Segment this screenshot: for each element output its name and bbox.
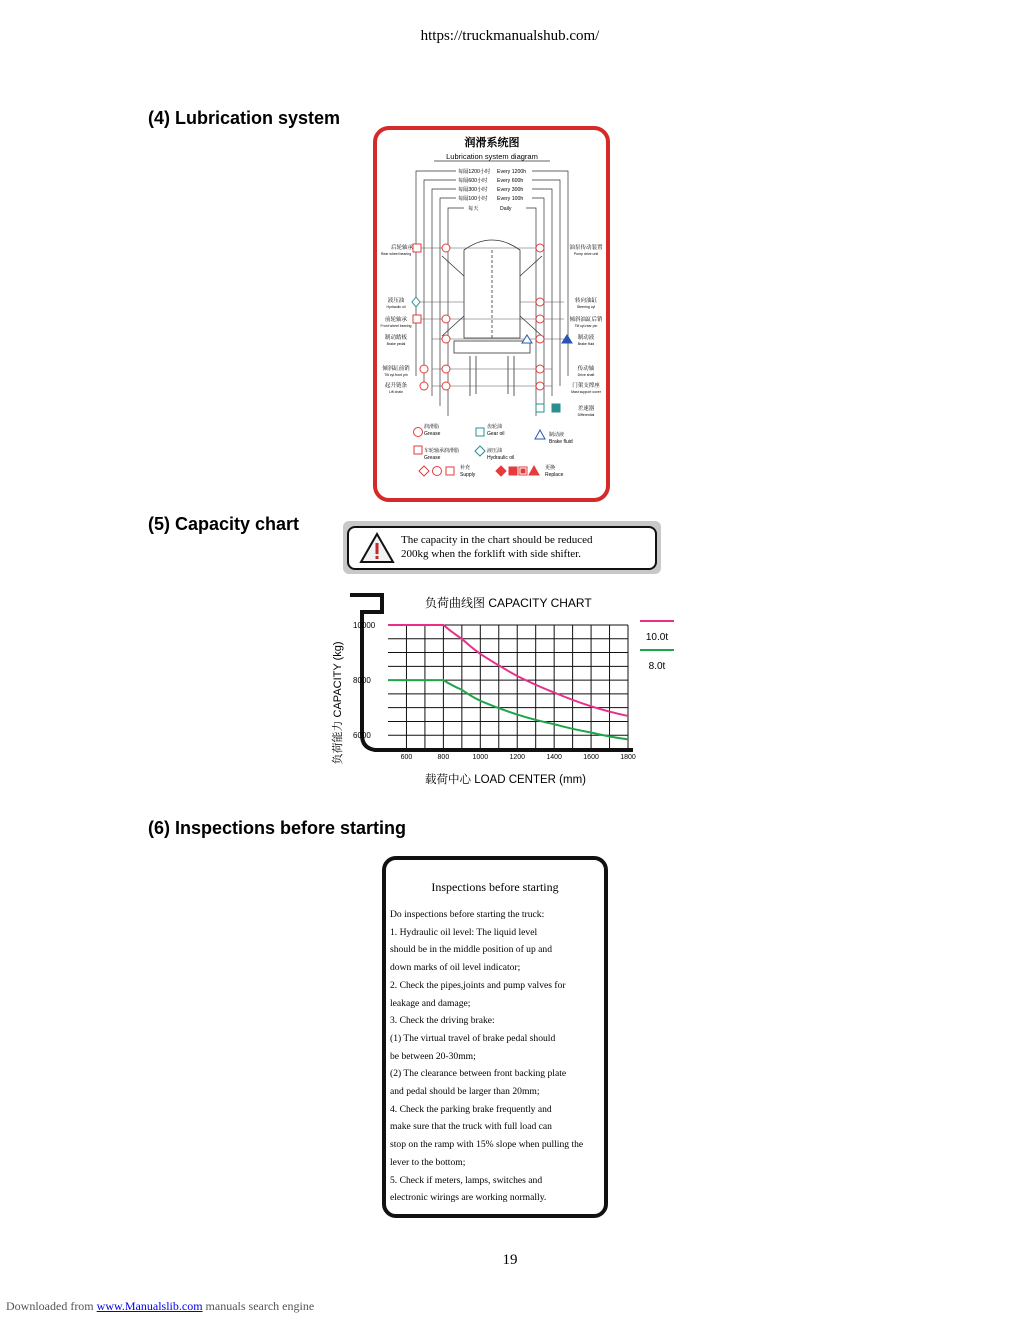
inspection-line: (2) The clearance between front backing plate [390,1068,567,1080]
legend-en-3: Grease [424,455,441,461]
legend-cn-3: 车轮轴承润滑脂 [424,448,460,454]
inspection-line: stop on the ramp with 15% slope when pulling the [390,1139,584,1151]
footer-prefix: Downloaded from [6,1299,97,1313]
inspection-line: 5. Check if meters, lamps, switches and [390,1174,543,1186]
chart-xlabel: 载荷中心 LOAD CENTER (mm) [425,774,586,786]
warning-line-2: 200kg when the forklift with side shifter. [401,548,581,560]
circle-icon [536,382,544,390]
circle-icon [442,335,450,343]
square-icon [552,404,560,412]
left-part-cn-5: 起升链条 [384,383,408,389]
circle-icon [442,365,450,373]
circle-icon [536,335,544,343]
legend-cn-2: 制动液 [549,432,565,438]
interval-en-2: Every 300h [497,187,524,193]
chart-series [388,625,628,739]
inspection-line: should be in the middle position of up and [390,944,553,956]
x-tick-label: 1200 [509,754,526,761]
right-part-en-4: Drive shaft [577,373,595,377]
source-url[interactable]: https://truckmanualshub.com/ [420,28,600,44]
chart-ylabel: 负荷能力 CAPACITY (kg) [332,641,344,765]
left-part-cn-3: 制动踏板 [384,335,408,341]
right-part-cn-0: 油泵传动装置 [569,245,603,251]
left-part-cn-2: 前轮轴承 [384,317,408,323]
legend-label-10.0t: 10.0t [645,632,669,643]
inspection-line: lever to the bottom; [390,1156,466,1168]
footer [6,1299,314,1314]
inspection-line: make sure that the truck with full load can [390,1121,552,1133]
left-part-cn-1: 液压油 [387,298,405,304]
capacity-heading: (5) Capacity chart [148,514,300,534]
lubrication-heading: (4) Lubrication system [148,108,341,128]
x-tick-label: 1000 [472,754,489,761]
interval-cn-4: 每天 [468,206,479,212]
warning-label [343,521,661,574]
inspection-line: 3. Check the driving brake: [390,1015,495,1027]
left-part-en-2: Front wheel bearing [380,324,412,328]
left-part-en-1: Hydraulic oil [386,305,406,309]
footer-link[interactable]: www.Manualslib.com [96,1299,203,1313]
x-tick-label: 1400 [546,754,562,761]
diagram-title-en: Lubrication system diagram [446,152,538,161]
lubrication-diagram [372,126,612,502]
legend-cn-0: 润滑脂 [424,424,440,430]
square-red-icon [413,315,421,323]
legend-en-0: Grease [424,431,441,437]
chart-grid [388,625,628,749]
square-red-icon [413,244,421,252]
chart-frame [350,595,633,750]
interval-cn-3: 每隔100小时 [458,196,488,202]
footer-suffix: manuals search engine [202,1299,315,1313]
inspection-line: 1. Hydraulic oil level: The liquid level [390,926,538,938]
right-part-en-3: Brake fluid [577,342,595,346]
right-part-en-2: Tilt cyl.rear pin [574,324,598,328]
left-part-en-3: Brake pedal [386,342,406,346]
inspection-line: 4. Check the parking brake frequently and [390,1103,552,1115]
interval-cn-1: 每隔600小时 [458,178,488,184]
x-tick-label: 600 [400,754,413,761]
diagram-frame [375,128,608,500]
inspections-card [382,856,608,1218]
inspections-card-title: Inspections before starting [431,880,559,894]
legend-cn-5: 补充 [460,465,471,471]
right-part-en-6: Differential [577,413,595,417]
left-part-en-4: Tilt cyl.front pin [384,373,408,377]
right-part-cn-6: 差速器 [577,406,595,412]
interval-en-4: Daily [500,206,512,212]
x-tick-label: 1800 [620,754,636,761]
legend-en-4: Hydraulic oil [487,455,515,461]
left-part-cn-4: 倾斜缸前销 [382,366,410,372]
interval-en-3: Every 100h [497,196,524,202]
legend-en-6: Replace [545,472,564,478]
chart-legend [640,621,674,672]
left-part-en-0: Rear wheel bearing [380,252,412,256]
circle-icon [420,365,428,373]
inspection-line: leakage and damage; [390,997,471,1009]
circle-icon [536,298,544,306]
interval-en-1: Every 600h [497,178,524,184]
circle-icon [442,382,450,390]
inspection-line: down marks of oil level indicator; [390,962,521,974]
inspection-line: electronic wirings are working normally. [390,1192,547,1204]
diagram-title-cn: 润滑系统图 [464,137,520,149]
legend-label-8.0t: 8.0t [648,661,666,672]
series-line-8.0t [388,680,628,739]
right-part-cn-1: 转向油缸 [574,298,598,304]
x-tick-label: 1600 [583,754,599,761]
circle-icon [420,382,428,390]
right-part-en-1: Steering cyl [576,305,596,309]
capacity-chart [325,588,680,792]
legend-en-5: Supply [460,472,476,478]
legend-cn-1: 齿轮油 [487,424,503,430]
y-tick-label: 8000 [353,676,371,686]
warning-icon [359,532,395,564]
inspections-heading: (6) Inspections before starting [148,818,407,838]
legend-cn-6: 更换 [545,465,556,471]
y-tick-label: 10000 [353,621,376,630]
left-part-cn-0: 后轮轴承 [390,245,414,251]
circle-icon [442,244,450,252]
chart-ticks [353,621,636,761]
inspection-line: and pedal should be larger than 20mm; [390,1086,540,1098]
circle-icon [536,244,544,252]
inspection-line: 2. Check the pipes,joints and pump valves for [390,979,566,991]
right-part-cn-5: 门架支撑座 [572,383,600,389]
y-tick-label: 6000 [353,731,371,741]
page-number: 19 [502,1252,518,1268]
interval-cn-2: 每隔300小时 [458,187,488,193]
interval-cn-0: 每隔1200小时 [458,169,491,175]
circle-icon [442,315,450,323]
inspection-line: be between 20-30mm; [390,1050,476,1062]
x-tick-label: 800 [437,754,450,761]
square-icon [536,404,544,412]
right-part-en-5: Mast support cover [571,390,601,394]
warning-line-1: The capacity in the chart should be reduced [401,534,593,546]
legend-en-1: Gear oil [487,431,505,437]
right-part-en-0: Pump drive unit [573,252,599,256]
right-part-cn-3: 制动液 [577,335,595,341]
chart-title: 负荷曲线图 CAPACITY CHART [425,596,592,610]
interval-en-0: Every 1200h [497,169,527,175]
circle-icon [536,315,544,323]
inspection-line: Do inspections before starting the truck: [390,909,545,920]
legend-en-2: Brake fluid [549,439,573,445]
left-part-en-5: Lift chain [388,390,404,394]
right-part-cn-4: 传动轴 [577,366,595,372]
circle-icon [536,365,544,373]
inspection-line: (1) The virtual travel of brake pedal should [390,1032,556,1044]
right-part-cn-2: 倾斜油缸后销 [569,317,603,323]
legend-cn-4: 液压油 [487,448,503,454]
